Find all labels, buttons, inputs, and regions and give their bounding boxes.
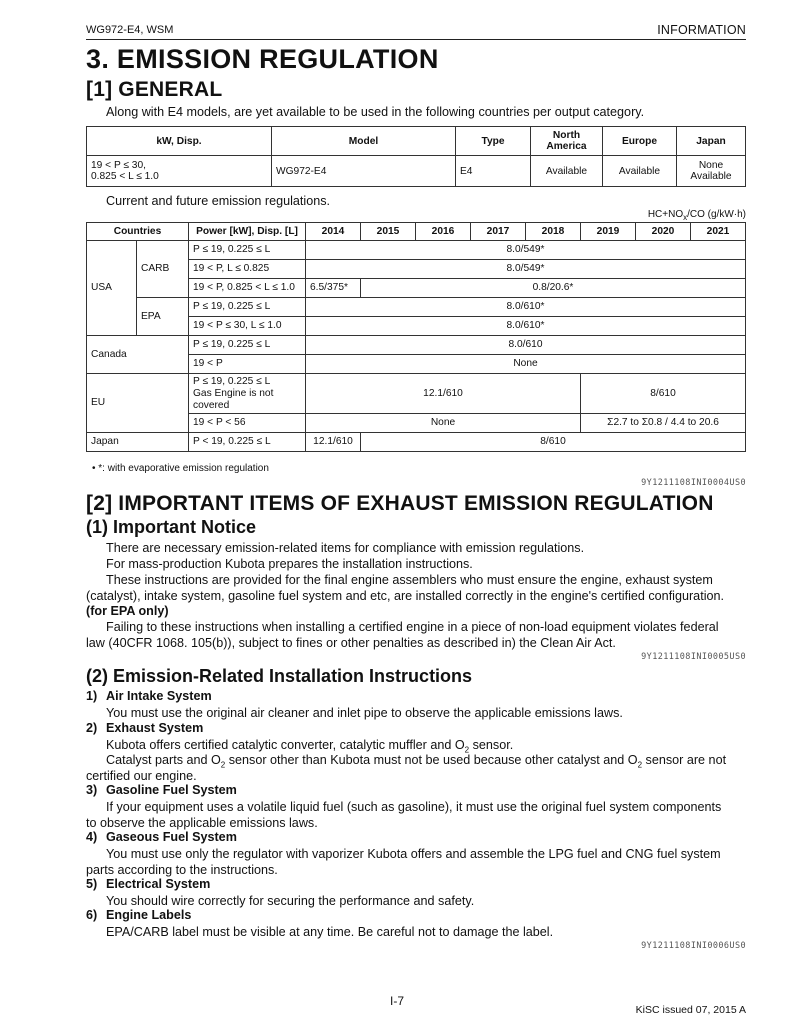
doc-code: 9Y1211108INI0005US0 [641,652,746,662]
availability-table [86,126,746,187]
cell-power: 19 < P ≤ 30, L ≤ 1.0 [189,317,306,336]
table-header-row [87,127,746,156]
cell-japan: None Available [677,156,746,187]
cell-value: None [306,355,746,374]
notice-paragraph-3-line2: (catalyst), intake system, gasoline fuel system and etc, are installed correctly in the engine's certified configuration. [86,589,724,603]
col-japan: Japan [677,127,746,156]
cell-power: P ≤ 19, 0.225 ≤ L [189,241,306,260]
col-europe: Europe [603,127,677,156]
general-intro: Along with E4 models, are yet available to be used in the following countries per output category. [106,105,645,119]
gasoline-text-2: to observe the applicable emissions laws. [86,816,318,830]
engine-labels-text: EPA/CARB label must be visible at any time. Be careful not to damage the label. [106,925,554,939]
cell-carb: CARB [137,241,189,298]
section-general-heading: [1] GENERAL [86,78,223,101]
page-number: I-7 [389,994,404,1008]
gasoline-text-1: If your equipment uses a volatile liquid fuel (such as gasoline), it must use the original fuel system components [106,800,722,814]
cell-power: P < 19, 0.225 ≤ L [189,433,306,452]
col-2016: 2016 [416,223,471,241]
page-header [86,22,746,40]
item-heading-gaseous: 4) Gaseous Fuel System [86,830,237,844]
cell-value: None [306,414,581,433]
cell-eu: EU [87,374,189,433]
item-heading-engine-labels: 6) Engine Labels [86,908,192,922]
electrical-text: You should wire correctly for securing the performance and safety. [106,894,475,908]
cell-power: 19 < P < 56 [189,414,306,433]
important-notice-heading: (1) Important Notice [86,517,257,537]
col-type: Type [456,127,531,156]
col-countries: Countries [87,223,189,241]
table-row [87,374,746,414]
cell-power: 19 < P, L ≤ 0.825 [189,260,306,279]
cell-value: 8.0/549* [306,241,746,260]
item-heading-air-intake: 1) Air Intake System [86,689,212,703]
exhaust-text-3: certified our engine. [86,769,197,783]
regulation-table [86,222,746,452]
installation-instructions-heading: (2) Emission-Related Installation Instructions [86,666,473,686]
item-heading-gasoline: 3) Gasoline Fuel System [86,783,237,797]
table-row [87,336,746,355]
col-power: Power [kW], Disp. [L] [189,223,306,241]
table-footnote: • *: with evaporative emission regulation [92,463,269,474]
col-2020: 2020 [636,223,691,241]
col-2014: 2014 [306,223,361,241]
cell-power: 19 < P, 0.825 < L ≤ 1.0 [189,279,306,298]
cell-power: 19 < P [189,355,306,374]
cell-value: 8.0/610 [306,336,746,355]
cell-value: 8.0/610* [306,298,746,317]
unit-label: $HC+NO_x/CO$ (g/kW·h) [647,209,746,222]
notice-paragraph-4-line2: law (40CFR 1068. 105(b)), subject to fines or other penalties as described in) the Clean Air Act. [86,636,616,650]
notice-paragraph-1: There are necessary emission-related items for compliance with emission regulations. [106,541,585,555]
col-2019: 2019 [581,223,636,241]
cell-value: 8/610 [581,374,746,414]
cell-value: 8/610 [361,433,746,452]
table-row [87,433,746,452]
epa-only-label: (for EPA only) [86,604,169,618]
col-model: Model [272,127,456,156]
col-2018: 2018 [526,223,581,241]
cell-epa: EPA [137,298,189,336]
cell-value: Σ2.7 to Σ0.8 / 4.4 to 20.6 [581,414,746,433]
cell-usa: USA [87,241,137,336]
gaseous-text-2: parts according to the instructions. [86,863,278,877]
cell-type: E4 [456,156,531,187]
cell-value: 8.0/610* [306,317,746,336]
exhaust-text-1: Kubota offers certified catalytic converter, catalytic muffler and $O_2$ sensor. [106,738,514,755]
cell-canada: Canada [87,336,189,374]
cell-model: WG972-E4 [272,156,456,187]
col-2021: 2021 [691,223,746,241]
table-row [87,298,746,317]
cell-europe: Available [603,156,677,187]
item-heading-electrical: 5) Electrical System [86,877,211,891]
col-2017: 2017 [471,223,526,241]
cell-power: P ≤ 19, 0.225 ≤ L [189,298,306,317]
col-north-america: North America [531,127,603,156]
cell-value: 8.0/549* [306,260,746,279]
cell-power: P ≤ 19, 0.225 ≤ L Gas Engine is not covered [189,374,306,414]
cell-north-america: Available [531,156,603,187]
page-title: 3. EMISSION REGULATION [86,44,439,74]
exhaust-text-2: Catalyst parts and $O_2$ sensor other than Kubota must not be used because other catalyst and $O_2$ sensor are not [106,753,727,770]
table-row [87,156,746,187]
cell-value: 0.8/20.6* [361,279,746,298]
cell-value-2014: 6.5/375* [306,279,361,298]
doc-code: 9Y1211108INI0004US0 [641,478,746,488]
table-header-row [87,223,746,241]
cell-value-2014: 12.1/610 [306,433,361,452]
gaseous-text-1: You must use only the regulator with vaporizer Kubota offers and assemble the LPG fuel and CNG fuel system [106,847,721,861]
notice-paragraph-4-line1: Failing to these instructions when installing a certified engine in a piece of non-load equipment violates federal [106,620,719,634]
cell-disp: 19 < P ≤ 30, 0.825 < L ≤ 1.0 [87,156,272,187]
current-regulations-text: Current and future emission regulations. [106,194,331,208]
cell-japan: Japan [87,433,189,452]
issue-info: KiSC issued 07, 2015 A [635,1004,746,1016]
cell-power: P ≤ 19, 0.225 ≤ L [189,336,306,355]
table-row [87,241,746,260]
col-2015: 2015 [361,223,416,241]
section-important-items-heading: [2] IMPORTANT ITEMS OF EXHAUST EMISSION REGULATION [86,492,714,515]
notice-paragraph-3-line1: These instructions are provided for the final engine assemblers who must ensure the engine, exhaust system [106,573,713,587]
col-kw-disp: kW, Disp. [87,127,272,156]
cell-value: 12.1/610 [306,374,581,414]
doc-code: 9Y1211108INI0006US0 [641,941,746,951]
item-heading-exhaust: 2) Exhaust System [86,721,204,735]
air-intake-text: You must use the original air cleaner and inlet pipe to observe the applicable emissions laws. [106,706,623,720]
notice-paragraph-2: For mass-production Kubota prepares the installation instructions. [106,557,473,571]
header-model: WG972-E4, WSM [86,24,174,36]
header-section: INFORMATION [657,23,746,37]
